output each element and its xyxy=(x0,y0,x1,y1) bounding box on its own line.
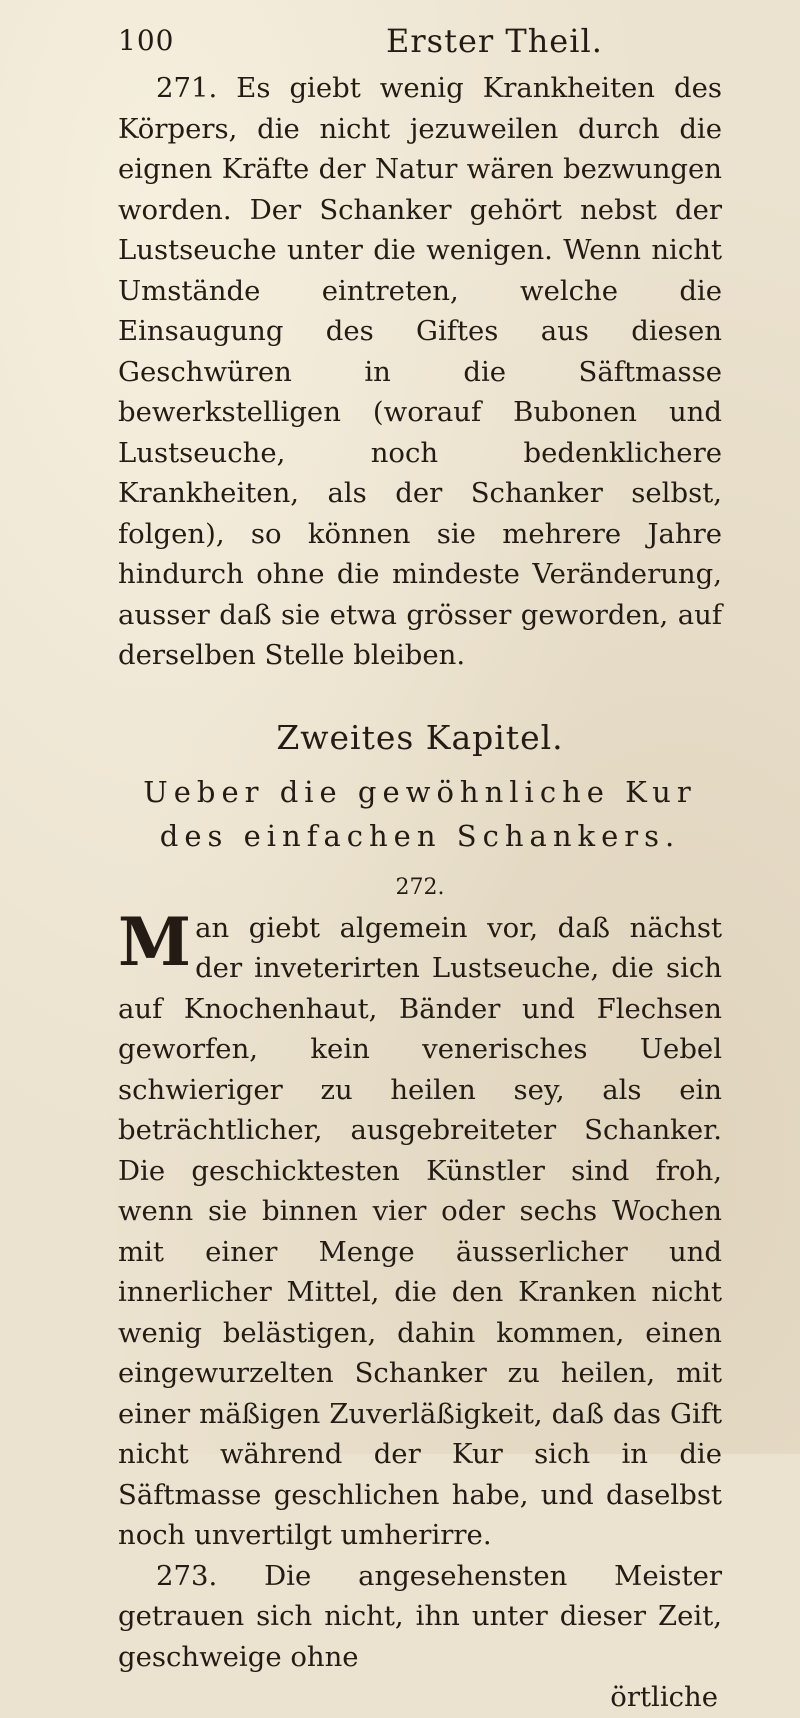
page-number: 100 xyxy=(118,24,175,57)
catchword: örtliche xyxy=(610,1681,718,1713)
page-header xyxy=(118,22,718,62)
text-block xyxy=(118,68,722,1718)
running-head: Erster Theil. xyxy=(386,22,603,60)
chapter-subtitle: Ueber die gewöhnliche Kur des einfachen Schankers. xyxy=(143,774,697,853)
paragraph-273: 273. Die angesehensten Meister getrauen sich nicht, ihn unter dieser Zeit, geschweige ohne xyxy=(118,1559,722,1673)
paragraph-272 xyxy=(118,902,722,1556)
paragraph-271: 271. Es giebt wenig Krankheiten des Körpers, die nicht jezuweilen durch die eignen Kräfte der Natur wären bezwungen worden. Der Schanker gehört nebst der Lustseuche unter die wenigen. Wenn nicht Umstände eintreten, welche die Einsaugung des Giftes aus diesen Geschwüren in die Säftmasse bewerkstelligen (worauf Bubonen und Lustseuche, noch bedenklichere Krankheiten, als der Schanker selbst, folgen), so können sie mehrere Jahre hindurch ohne die mindeste Veränderung, ausser daß sie etwa grösser geworden, auf derselben Stelle bleiben. xyxy=(118,72,722,671)
chapter-title: Zweites Kapitel. xyxy=(276,717,564,757)
paragraph-272-text: an giebt algemein vor, daß nächst der inveterirten Lustseuche, die sich auf Knochenhaut, Bänder und Flechsen geworfen, kein venerisches Uebel schwieriger zu heilen sey, als ein beträchtlicher, ausgebreiteter Schanker. Die geschicktesten Künstler sind froh, wenn sie binnen vier oder sechs Wochen mit einer Menge äusserlicher und innerlicher Mittel, die den Kranken nicht wenig belästigen, dahin kommen, einen eingewurzelten Schanker zu heilen, mit einer mäßigen Zuverläßigkeit, daß das Gift nicht während der Kur sich in die Säftmasse geschlichen habe, und daselbst noch unvertilgt umherirre. xyxy=(118,911,722,1551)
drop-cap: M xyxy=(118,902,192,981)
section-number-272: 272. xyxy=(395,874,445,900)
